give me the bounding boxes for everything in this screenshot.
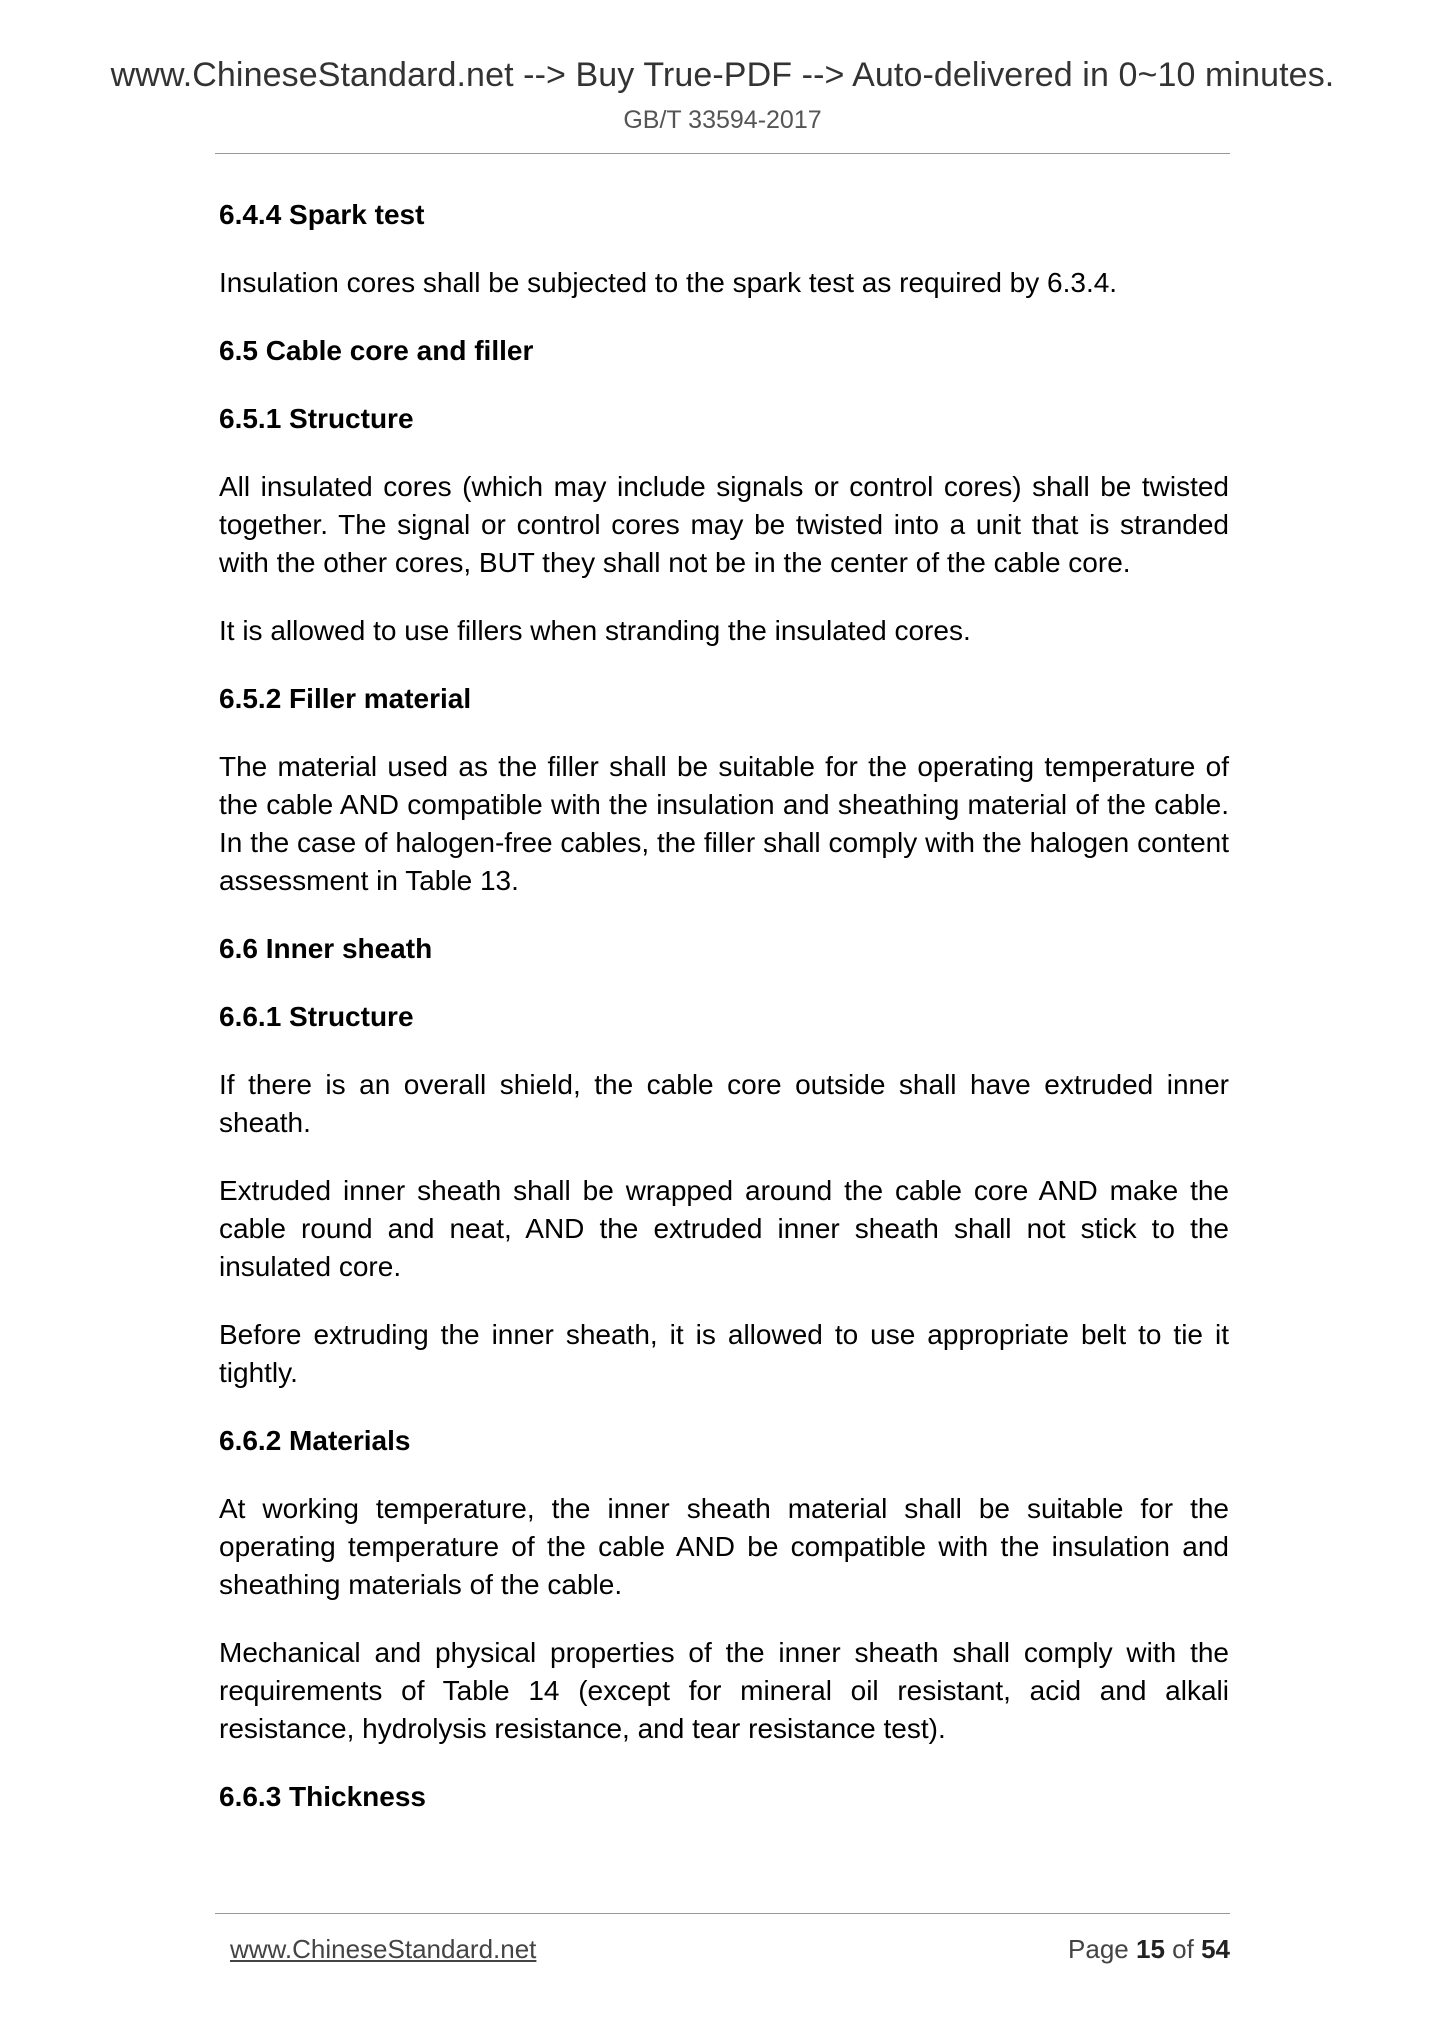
section-heading-6-6-2: 6.6.2 Materials [219,1425,411,1456]
standard-number: GB/T 33594-2017 [623,106,822,134]
paragraph: Insulation cores shall be subjected to the spark test as required by 6.3.4. [219,267,1118,298]
header-divider [215,153,1230,154]
paragraph: It is allowed to use fillers when stranding the insulated cores. [219,615,971,646]
section-heading-6-6-1: 6.6.1 Structure [219,1001,414,1032]
header-banner: www.ChineseStandard.net --> Buy True-PDF --> Auto-delivered in 0~10 minutes. [110,56,1335,94]
footer-site-link[interactable]: www.ChineseStandard.net [230,1934,537,1964]
paragraph: The material used as the filler shall be suitable for the operating temperature of the cable AND compatible with the insulation and sheathing material of the cable. In the case of halogen-free cables, the filler shall comply with the halogen content assessment in Table 13. [219,751,1229,896]
paragraph: If there is an overall shield, the cable core outside shall have extruded inner sheath. [219,1069,1229,1138]
section-heading-6-5: 6.5 Cable core and filler [219,335,534,366]
section-heading-6-5-2: 6.5.2 Filler material [219,683,472,714]
paragraph: All insulated cores (which may include signals or control cores) shall be twisted together. The signal or control cores may be twisted into a unit that is stranded with the other cores, BUT they shall not be in the center of the cable core. [219,471,1229,578]
section-heading-6-6: 6.6 Inner sheath [219,933,433,964]
paragraph: Before extruding the inner sheath, it is allowed to use appropriate belt to tie it tightly. [219,1319,1229,1388]
section-heading-6-5-1: 6.5.1 Structure [219,403,414,434]
paragraph: Mechanical and physical properties of the inner sheath shall comply with the requirements of Table 14 (except for mineral oil resistant, acid and alkali resistance, hydrolysis resistance, and tear resistance test). [219,1637,1229,1744]
section-heading-6-6-3: 6.6.3 Thickness [219,1781,427,1812]
section-heading-6-4-4: 6.4.4 Spark test [219,199,425,230]
page-of-word: of [1172,1934,1194,1964]
footer-divider [215,1913,1230,1914]
page-indicator [1068,1934,1230,1965]
page-current: 15 [1136,1934,1165,1964]
document-body [219,196,1229,1846]
paragraph: At working temperature, the inner sheath material shall be suitable for the operating temperature of the cable AND be compatible with the insulation and sheathing materials of the cable. [219,1493,1229,1600]
page-total: 54 [1201,1934,1230,1964]
page-word: Page [1068,1934,1129,1964]
paragraph: Extruded inner sheath shall be wrapped around the cable core AND make the cable round and neat, AND the extruded inner sheath shall not stick to the insulated core. [219,1175,1229,1282]
